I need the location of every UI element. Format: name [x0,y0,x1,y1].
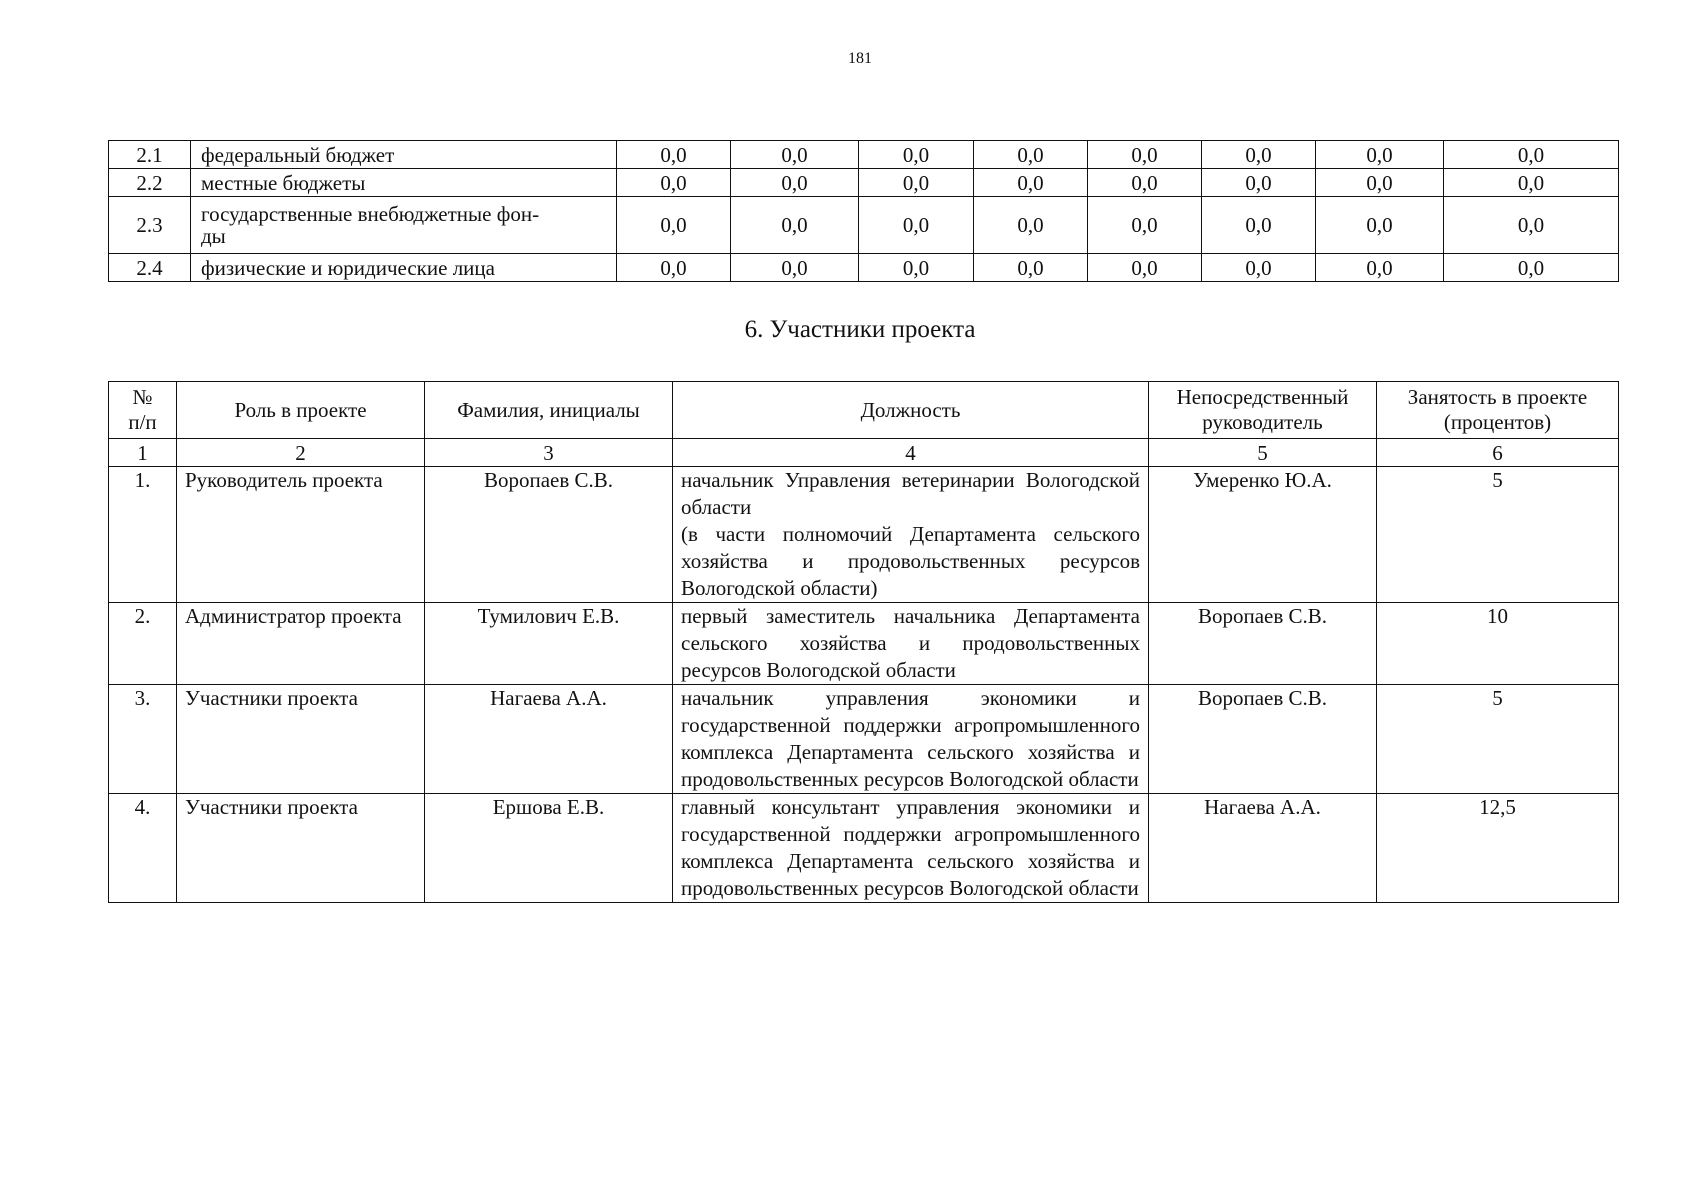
budget-value: 0,0 [1202,254,1316,282]
budget-value: 0,0 [617,141,731,169]
table-row [109,603,1619,685]
header-row [109,382,1619,439]
project-role: Участники проекта [177,685,425,794]
column-number: 6 [1377,439,1619,467]
budget-value: 0,0 [1444,141,1619,169]
budget-value: 0,0 [974,254,1088,282]
budget-value: 0,0 [974,169,1088,197]
participant-name: Нагаева А.А. [425,685,673,794]
row-number: 2.4 [109,254,191,282]
project-role: Администратор проекта [177,603,425,685]
budget-value: 0,0 [859,169,974,197]
budget-value: 0,0 [1316,197,1444,254]
column-number: 4 [673,439,1149,467]
budget-source: федеральный бюджет [191,141,617,169]
header-name: Фамилия, инициалы [425,382,673,439]
budget-value: 0,0 [974,141,1088,169]
row-number: 4. [109,794,177,903]
direct-supervisor: Нагаева А.А. [1149,794,1377,903]
budget-value: 0,0 [1444,254,1619,282]
budget-value: 0,0 [731,141,859,169]
budget-row [109,169,1619,197]
participant-position: начальник управления экономики и государственной поддержки агропромышленного комплекса Департамента сельского хозяйства и продовольственных ресурсов Вологодской области [673,685,1149,794]
budget-source: государственные внебюджетные фон- ды [191,197,617,254]
budget-source: физические и юридические лица [191,254,617,282]
budget-value: 0,0 [859,254,974,282]
budget-value: 0,0 [1088,141,1202,169]
project-role: Руководитель проекта [177,467,425,603]
participant-name: Тумилович Е.В. [425,603,673,685]
employment-percent: 10 [1377,603,1619,685]
budget-value: 0,0 [1444,197,1619,254]
header-supervisor: Непосредственный руководитель [1149,382,1377,439]
participant-name: Ершова Е.В. [425,794,673,903]
page-number: 181 [848,50,872,67]
row-number: 3. [109,685,177,794]
budget-value: 0,0 [1202,169,1316,197]
budget-value: 0,0 [617,169,731,197]
table-row [109,685,1619,794]
budget-value: 0,0 [617,197,731,254]
participant-position: первый заместитель начальника Департамента сельского хозяйства и продовольственных ресурсов Вологодской области [673,603,1149,685]
column-number: 2 [177,439,425,467]
budget-value: 0,0 [1088,254,1202,282]
budget-row [109,197,1619,254]
budget-value: 0,0 [617,254,731,282]
budget-value: 0,0 [974,197,1088,254]
header-number: № п/п [109,382,177,439]
header-role: Роль в проекте [177,382,425,439]
row-number: 1. [109,467,177,603]
table-row [109,467,1619,603]
section-title: 6. Участники проекта [744,316,976,343]
direct-supervisor: Умеренко Ю.А. [1149,467,1377,603]
budget-value: 0,0 [1316,169,1444,197]
participant-position: начальник Управления ветеринарии Вологодской области (в части полномочий Департамента сельского хозяйства и продовольственных ресурсов Вологодской области) [673,467,1149,603]
column-number: 3 [425,439,673,467]
budget-value: 0,0 [1202,197,1316,254]
budget-value: 0,0 [731,169,859,197]
header-position: Должность [673,382,1149,439]
budget-value: 0,0 [1202,141,1316,169]
employment-percent: 5 [1377,467,1619,603]
budget-value: 0,0 [859,197,974,254]
project-role: Участники проекта [177,794,425,903]
budget-row [109,254,1619,282]
budget-value: 0,0 [1088,197,1202,254]
employment-percent: 5 [1377,685,1619,794]
budget-table [108,140,1619,282]
budget-value: 0,0 [1316,141,1444,169]
participant-position: главный консультант управления экономики и государственной поддержки агропромышленного комплекса Департамента сельского хозяйства и продовольственных ресурсов Вологодской области [673,794,1149,903]
header-employment: Занятость в проекте (процентов) [1377,382,1619,439]
employment-percent: 12,5 [1377,794,1619,903]
row-number: 2.1 [109,141,191,169]
budget-source: местные бюджеты [191,169,617,197]
budget-value: 0,0 [1088,169,1202,197]
row-number: 2. [109,603,177,685]
row-number: 2.3 [109,197,191,254]
participant-name: Воропаев С.В. [425,467,673,603]
budget-row [109,141,1619,169]
column-number-row [109,439,1619,467]
column-number: 1 [109,439,177,467]
budget-value: 0,0 [731,254,859,282]
direct-supervisor: Воропаев С.В. [1149,685,1377,794]
participants-table [108,381,1619,903]
budget-value: 0,0 [1316,254,1444,282]
budget-value: 0,0 [1444,169,1619,197]
table-row [109,794,1619,903]
direct-supervisor: Воропаев С.В. [1149,603,1377,685]
column-number: 5 [1149,439,1377,467]
budget-value: 0,0 [731,197,859,254]
row-number: 2.2 [109,169,191,197]
budget-value: 0,0 [859,141,974,169]
